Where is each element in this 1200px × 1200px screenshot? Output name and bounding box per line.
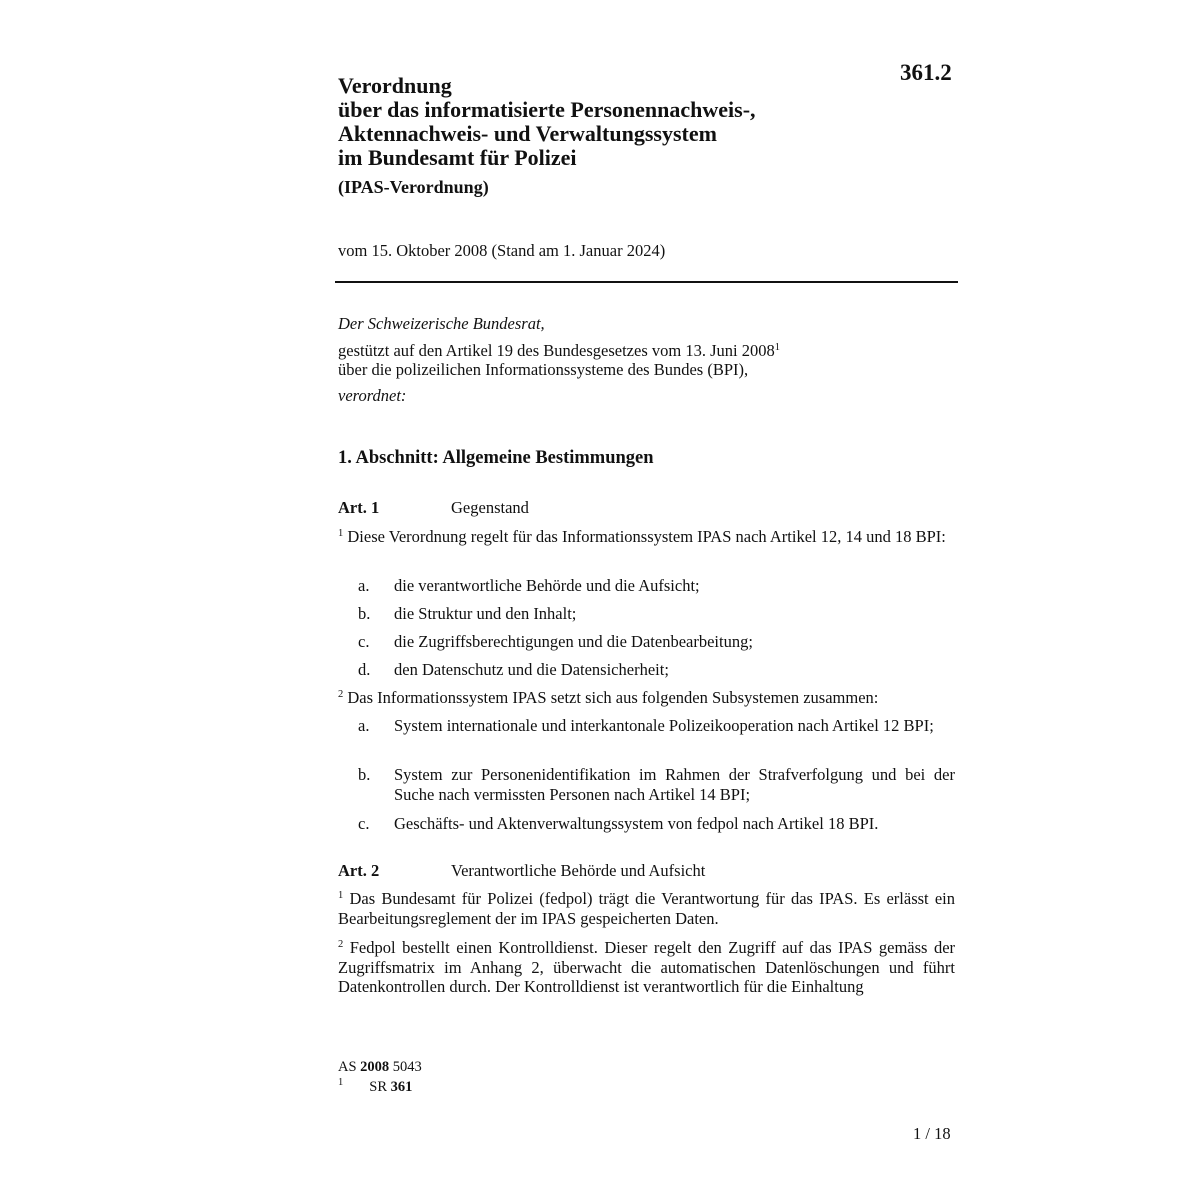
preamble-basis-line-1 <box>338 341 780 360</box>
art1-title: Gegenstand <box>451 498 529 517</box>
art1-number: Art. 1 <box>338 498 380 517</box>
paragraph-text: Fedpol bestellt einen Kontrolldienst. Dieser regelt den Zugriff auf das IPAS gemäss der Zugriffsmatrix im Anhang 2, überwacht die automatischen Datenlöschungen und führt Datenkontrollen durch. Der Kontrolldienst ist verantwortlich für die Einhaltung <box>338 938 956 996</box>
sr-number: 361.2 <box>900 60 952 85</box>
art1-p2-item-a-text: System internationale und interkantonale Polizeikooperation nach Artikel 12 BPI; <box>394 716 934 735</box>
art2-number: Art. 2 <box>338 861 380 880</box>
art1-paragraph-2 <box>338 688 955 708</box>
art1-p1-item-b-letter: b. <box>358 604 371 623</box>
paragraph-text: Das Informationssystem IPAS setzt sich aus folgenden Subsystemen zusammen: <box>347 688 879 707</box>
preamble-basis-text: gestützt auf den Artikel 19 des Bundesgesetzes vom 13. Juni 2008 <box>338 341 775 360</box>
preamble-authority: Der Schweizerische Bundesrat, <box>338 314 545 333</box>
title-line-1: Verordnung <box>338 73 452 98</box>
title-line-3: Aktennachweis- und Verwaltungssystem <box>338 121 717 146</box>
paragraph-mark: 2 <box>338 689 344 700</box>
paragraph-text: Diese Verordnung regelt für das Informationssystem IPAS nach Artikel 12, 14 und 18 BPI: <box>347 527 946 546</box>
art1-p1-item-d-letter: d. <box>358 660 371 679</box>
art2-paragraph-1 <box>338 889 955 928</box>
paragraph-mark: 1 <box>338 528 344 539</box>
art1-p2-item-c-letter: c. <box>358 814 370 833</box>
art1-p1-item-c-text: die Zugriffsberechtigungen und die Datenbearbeitung; <box>394 632 753 651</box>
art1-p1-item-a-letter: a. <box>358 576 370 595</box>
art1-p2-item-b-text: System zur Personenidentifikation im Rahmen der Strafverfolgung und bei der Suche nach vermissten Personen nach Artikel 14 BPI; <box>394 765 955 804</box>
footnote-1 <box>338 1079 412 1096</box>
footnote-1-number: 361 <box>390 1079 413 1095</box>
date-line: vom 15. Oktober 2008 (Stand am 1. Januar 2024) <box>338 241 666 260</box>
header-divider <box>335 281 958 283</box>
art1-p1-item-a-text: die verantwortliche Behörde und die Aufsicht; <box>394 576 700 595</box>
document-title <box>338 74 756 170</box>
art1-p1-item-c-letter: c. <box>358 632 370 651</box>
page-number: 1 / 18 <box>913 1124 951 1143</box>
art1-p2-item-a-letter: a. <box>358 716 370 735</box>
preamble-decree: verordnet: <box>338 386 407 405</box>
document-subtitle: (IPAS-Verordnung) <box>338 177 489 197</box>
footnote-reference: 1 <box>774 342 780 353</box>
art2-paragraph-2 <box>338 938 955 997</box>
section-heading: 1. Abschnitt: Allgemeine Bestimmungen <box>338 448 654 468</box>
art1-p1-item-b-text: die Struktur und den Inhalt; <box>394 604 577 623</box>
footnote-1-prefix: SR <box>369 1079 387 1095</box>
title-line-4: im Bundesamt für Polizei <box>338 145 577 170</box>
footnote-as <box>338 1059 422 1076</box>
title-line-2: über das informatisierte Personennachweis-, <box>338 97 756 122</box>
art2-title: Verantwortliche Behörde und Aufsicht <box>451 861 706 880</box>
art1-p2-item-c-text: Geschäfts- und Aktenverwaltungssystem von fedpol nach Artikel 18 BPI. <box>394 814 879 833</box>
art1-paragraph-1 <box>338 527 955 547</box>
art1-p2-item-b-letter: b. <box>358 765 371 784</box>
paragraph-mark: 1 <box>338 890 344 901</box>
footnote-as-prefix: AS <box>338 1059 357 1075</box>
footnote-as-page: 5043 <box>392 1059 422 1075</box>
art1-p1-item-d-text: den Datenschutz und die Datensicherheit; <box>394 660 669 679</box>
paragraph-mark: 2 <box>338 939 344 950</box>
footnote-1-mark: 1 <box>338 1077 344 1088</box>
footnote-as-year: 2008 <box>360 1059 390 1075</box>
preamble-basis-line-2: über die polizeilichen Informationssysteme des Bundes (BPI), <box>338 360 749 379</box>
paragraph-text: Das Bundesamt für Polizei (fedpol) trägt die Verantwortung für das IPAS. Es erlässt ein Bearbeitungsreglement der im IPAS gespeicherten Daten. <box>338 889 955 928</box>
